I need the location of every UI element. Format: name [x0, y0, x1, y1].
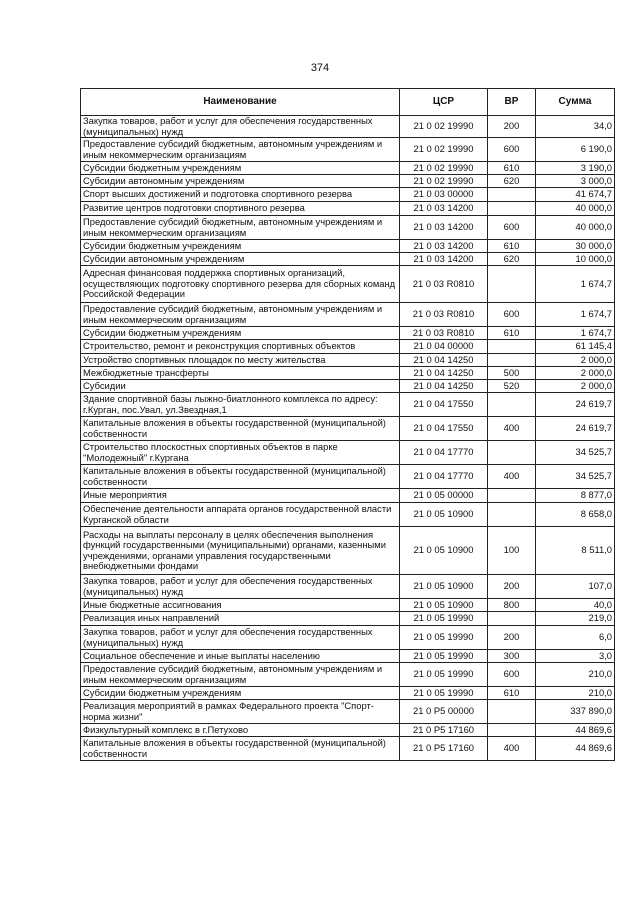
row-vr: 400	[488, 465, 536, 489]
header-sum: Сумма	[536, 89, 615, 116]
row-name: Субсидии	[81, 380, 400, 393]
row-name: Субсидии бюджетным учреждениям	[81, 327, 400, 340]
row-sum: 3,0	[536, 650, 615, 663]
row-vr	[488, 340, 536, 354]
row-csr: 21 0 02 19990	[400, 175, 488, 188]
row-csr: 21 0 03 00000	[400, 188, 488, 202]
table-row	[81, 503, 615, 527]
row-sum: 8 658,0	[536, 503, 615, 527]
table-row	[81, 303, 615, 327]
table-row	[81, 327, 615, 340]
row-sum: 2 000,0	[536, 380, 615, 393]
row-name: Субсидии бюджетным учреждениям	[81, 240, 400, 253]
table-row	[81, 465, 615, 489]
header-name: Наименование	[81, 89, 400, 116]
row-name: Субсидии бюджетным учреждениям	[81, 687, 400, 700]
row-csr: 21 0 04 00000	[400, 340, 488, 354]
table-row	[81, 663, 615, 687]
table-row	[81, 489, 615, 503]
row-csr: 21 0 04 17550	[400, 417, 488, 441]
row-csr: 21 0 02 19990	[400, 138, 488, 162]
row-vr: 600	[488, 303, 536, 327]
table-row	[81, 417, 615, 441]
row-sum: 3 190,0	[536, 162, 615, 175]
row-sum: 40 000,0	[536, 202, 615, 216]
row-name: Строительство плоскостных спортивных объектов в парке "Молодежный" г.Кургана	[81, 441, 400, 465]
row-csr: 21 0 04 17770	[400, 441, 488, 465]
row-csr: 21 0 05 10900	[400, 575, 488, 599]
row-csr: 21 0 05 19990	[400, 626, 488, 650]
table-row	[81, 380, 615, 393]
row-vr: 600	[488, 663, 536, 687]
row-sum: 3 000,0	[536, 175, 615, 188]
table-header-row	[81, 89, 615, 116]
row-name: Закупка товаров, работ и услуг для обеспечения государственных (муниципальных) нужд	[81, 575, 400, 599]
row-csr: 21 0 P5 17160	[400, 737, 488, 761]
row-name: Субсидии автономным учреждениям	[81, 253, 400, 266]
row-sum: 10 000,0	[536, 253, 615, 266]
table-row	[81, 354, 615, 367]
table-row	[81, 575, 615, 599]
header-vr: ВР	[488, 89, 536, 116]
row-sum: 44 869,6	[536, 737, 615, 761]
row-csr: 21 0 04 14250	[400, 367, 488, 380]
table-row	[81, 162, 615, 175]
row-vr: 600	[488, 138, 536, 162]
row-vr	[488, 612, 536, 626]
row-csr: 21 0 05 19990	[400, 663, 488, 687]
row-sum: 8 877,0	[536, 489, 615, 503]
budget-table	[80, 88, 615, 761]
row-name: Иные бюджетные ассигнования	[81, 599, 400, 612]
row-name: Реализация иных направлений	[81, 612, 400, 626]
table-row	[81, 340, 615, 354]
row-csr: 21 0 04 14250	[400, 380, 488, 393]
row-name: Капитальные вложения в объекты государственной (муниципальной) собственности	[81, 417, 400, 441]
row-sum: 2 000,0	[536, 354, 615, 367]
row-vr: 610	[488, 687, 536, 700]
row-vr: 610	[488, 162, 536, 175]
table-row	[81, 175, 615, 188]
table-row	[81, 441, 615, 465]
table-row	[81, 737, 615, 761]
row-vr: 200	[488, 116, 536, 138]
row-sum: 61 145,4	[536, 340, 615, 354]
row-name: Предоставление субсидий бюджетным, автономным учреждениям и иным некоммерческим организациям	[81, 663, 400, 687]
table-row	[81, 253, 615, 266]
row-vr	[488, 354, 536, 367]
row-vr: 520	[488, 380, 536, 393]
row-vr	[488, 700, 536, 724]
row-name: Физкультурный комплекс в г.Петухово	[81, 724, 400, 737]
row-name: Капитальные вложения в объекты государственной (муниципальной) собственности	[81, 737, 400, 761]
row-csr: 21 0 05 10900	[400, 527, 488, 575]
row-name: Предоставление субсидий бюджетным, автономным учреждениям и иным некоммерческим организациям	[81, 216, 400, 240]
row-vr: 800	[488, 599, 536, 612]
row-sum: 337 890,0	[536, 700, 615, 724]
row-vr: 620	[488, 253, 536, 266]
row-csr: 21 0 03 14200	[400, 240, 488, 253]
row-name: Спорт высших достижений и подготовка спортивного резерва	[81, 188, 400, 202]
row-sum: 8 511,0	[536, 527, 615, 575]
row-vr: 620	[488, 175, 536, 188]
table-row	[81, 240, 615, 253]
table-row	[81, 527, 615, 575]
row-vr	[488, 266, 536, 303]
table-row	[81, 202, 615, 216]
row-vr	[488, 202, 536, 216]
row-vr: 500	[488, 367, 536, 380]
row-name: Здание спортивной базы лыжно-биатлонного комплекса по адресу: г.Курган, пос.Увал, ул.Звездная,1	[81, 393, 400, 417]
row-vr	[488, 503, 536, 527]
table-row	[81, 393, 615, 417]
row-sum: 6,0	[536, 626, 615, 650]
table-row	[81, 687, 615, 700]
row-sum: 34,0	[536, 116, 615, 138]
row-csr: 21 0 P5 17160	[400, 724, 488, 737]
row-sum: 24 619,7	[536, 393, 615, 417]
row-vr	[488, 441, 536, 465]
row-vr	[488, 724, 536, 737]
row-csr: 21 0 05 10900	[400, 503, 488, 527]
row-csr: 21 0 05 00000	[400, 489, 488, 503]
row-name: Закупка товаров, работ и услуг для обеспечения государственных (муниципальных) нужд	[81, 626, 400, 650]
table-row	[81, 700, 615, 724]
table-row	[81, 216, 615, 240]
row-csr: 21 0 05 19990	[400, 687, 488, 700]
row-csr: 21 0 03 14200	[400, 216, 488, 240]
row-name: Иные мероприятия	[81, 489, 400, 503]
row-csr: 21 0 03 14200	[400, 253, 488, 266]
row-sum: 6 190,0	[536, 138, 615, 162]
table-row	[81, 188, 615, 202]
row-csr: 21 0 04 17550	[400, 393, 488, 417]
row-csr: 21 0 03 R0810	[400, 266, 488, 303]
row-sum: 1 674,7	[536, 303, 615, 327]
row-name: Строительство, ремонт и реконструкция спортивных объектов	[81, 340, 400, 354]
row-name: Капитальные вложения в объекты государственной (муниципальной) собственности	[81, 465, 400, 489]
row-sum: 210,0	[536, 687, 615, 700]
row-sum: 210,0	[536, 663, 615, 687]
row-name: Реализация мероприятий в рамках Федерального проекта "Спорт-норма жизни"	[81, 700, 400, 724]
row-sum: 219,0	[536, 612, 615, 626]
row-vr: 610	[488, 240, 536, 253]
table-row	[81, 367, 615, 380]
row-sum: 40 000,0	[536, 216, 615, 240]
row-sum: 107,0	[536, 575, 615, 599]
row-sum: 1 674,7	[536, 327, 615, 340]
row-name: Адресная финансовая поддержка спортивных организаций, осуществляющих подготовку спортивного резерва для сборных команд Российской Федерации	[81, 266, 400, 303]
table-row	[81, 724, 615, 737]
row-csr: 21 0 03 R0810	[400, 303, 488, 327]
row-vr: 200	[488, 575, 536, 599]
row-name: Обеспечение деятельности аппарата органов государственной власти Курганской области	[81, 503, 400, 527]
row-vr: 610	[488, 327, 536, 340]
row-csr: 21 0 04 17770	[400, 465, 488, 489]
row-vr: 300	[488, 650, 536, 663]
row-name: Закупка товаров, работ и услуг для обеспечения государственных (муниципальных) нужд	[81, 116, 400, 138]
row-name: Межбюджетные трансферты	[81, 367, 400, 380]
row-vr: 400	[488, 737, 536, 761]
table-row	[81, 116, 615, 138]
row-csr: 21 0 05 19990	[400, 650, 488, 663]
row-name: Развитие центров подготовки спортивного резерва	[81, 202, 400, 216]
row-vr	[488, 393, 536, 417]
table-row	[81, 138, 615, 162]
row-sum: 34 525,7	[536, 441, 615, 465]
row-vr: 200	[488, 626, 536, 650]
row-name: Субсидии бюджетным учреждениям	[81, 162, 400, 175]
row-vr	[488, 489, 536, 503]
row-sum: 44 869,6	[536, 724, 615, 737]
row-csr: 21 0 04 14250	[400, 354, 488, 367]
table-row	[81, 599, 615, 612]
row-name: Устройство спортивных площадок по месту жительства	[81, 354, 400, 367]
row-vr: 600	[488, 216, 536, 240]
row-csr: 21 0 05 10900	[400, 599, 488, 612]
row-name: Социальное обеспечение и иные выплаты населению	[81, 650, 400, 663]
row-vr: 100	[488, 527, 536, 575]
table-row	[81, 650, 615, 663]
row-csr: 21 0 03 R0810	[400, 327, 488, 340]
row-name: Субсидии автономным учреждениям	[81, 175, 400, 188]
row-sum: 1 674,7	[536, 266, 615, 303]
table-row	[81, 612, 615, 626]
table-row	[81, 626, 615, 650]
row-csr: 21 0 02 19990	[400, 116, 488, 138]
row-sum: 34 525,7	[536, 465, 615, 489]
row-vr	[488, 188, 536, 202]
row-csr: 21 0 02 19990	[400, 162, 488, 175]
row-sum: 24 619,7	[536, 417, 615, 441]
row-sum: 40,0	[536, 599, 615, 612]
page-number: 374	[310, 62, 330, 74]
row-name: Предоставление субсидий бюджетным, автономным учреждениям и иным некоммерческим организациям	[81, 138, 400, 162]
row-csr: 21 0 05 19990	[400, 612, 488, 626]
row-vr: 400	[488, 417, 536, 441]
row-name: Предоставление субсидий бюджетным, автономным учреждениям и иным некоммерческим организациям	[81, 303, 400, 327]
row-csr: 21 0 P5 00000	[400, 700, 488, 724]
row-sum: 41 674,7	[536, 188, 615, 202]
row-name: Расходы на выплаты персоналу в целях обеспечения выполнения функций государственными (муниципальными) органами, казенными учреждениями, органами управления государственными внебюджетными фондами	[81, 527, 400, 575]
row-sum: 2 000,0	[536, 367, 615, 380]
table-row	[81, 266, 615, 303]
row-sum: 30 000,0	[536, 240, 615, 253]
row-csr: 21 0 03 14200	[400, 202, 488, 216]
header-csr: ЦСР	[400, 89, 488, 116]
